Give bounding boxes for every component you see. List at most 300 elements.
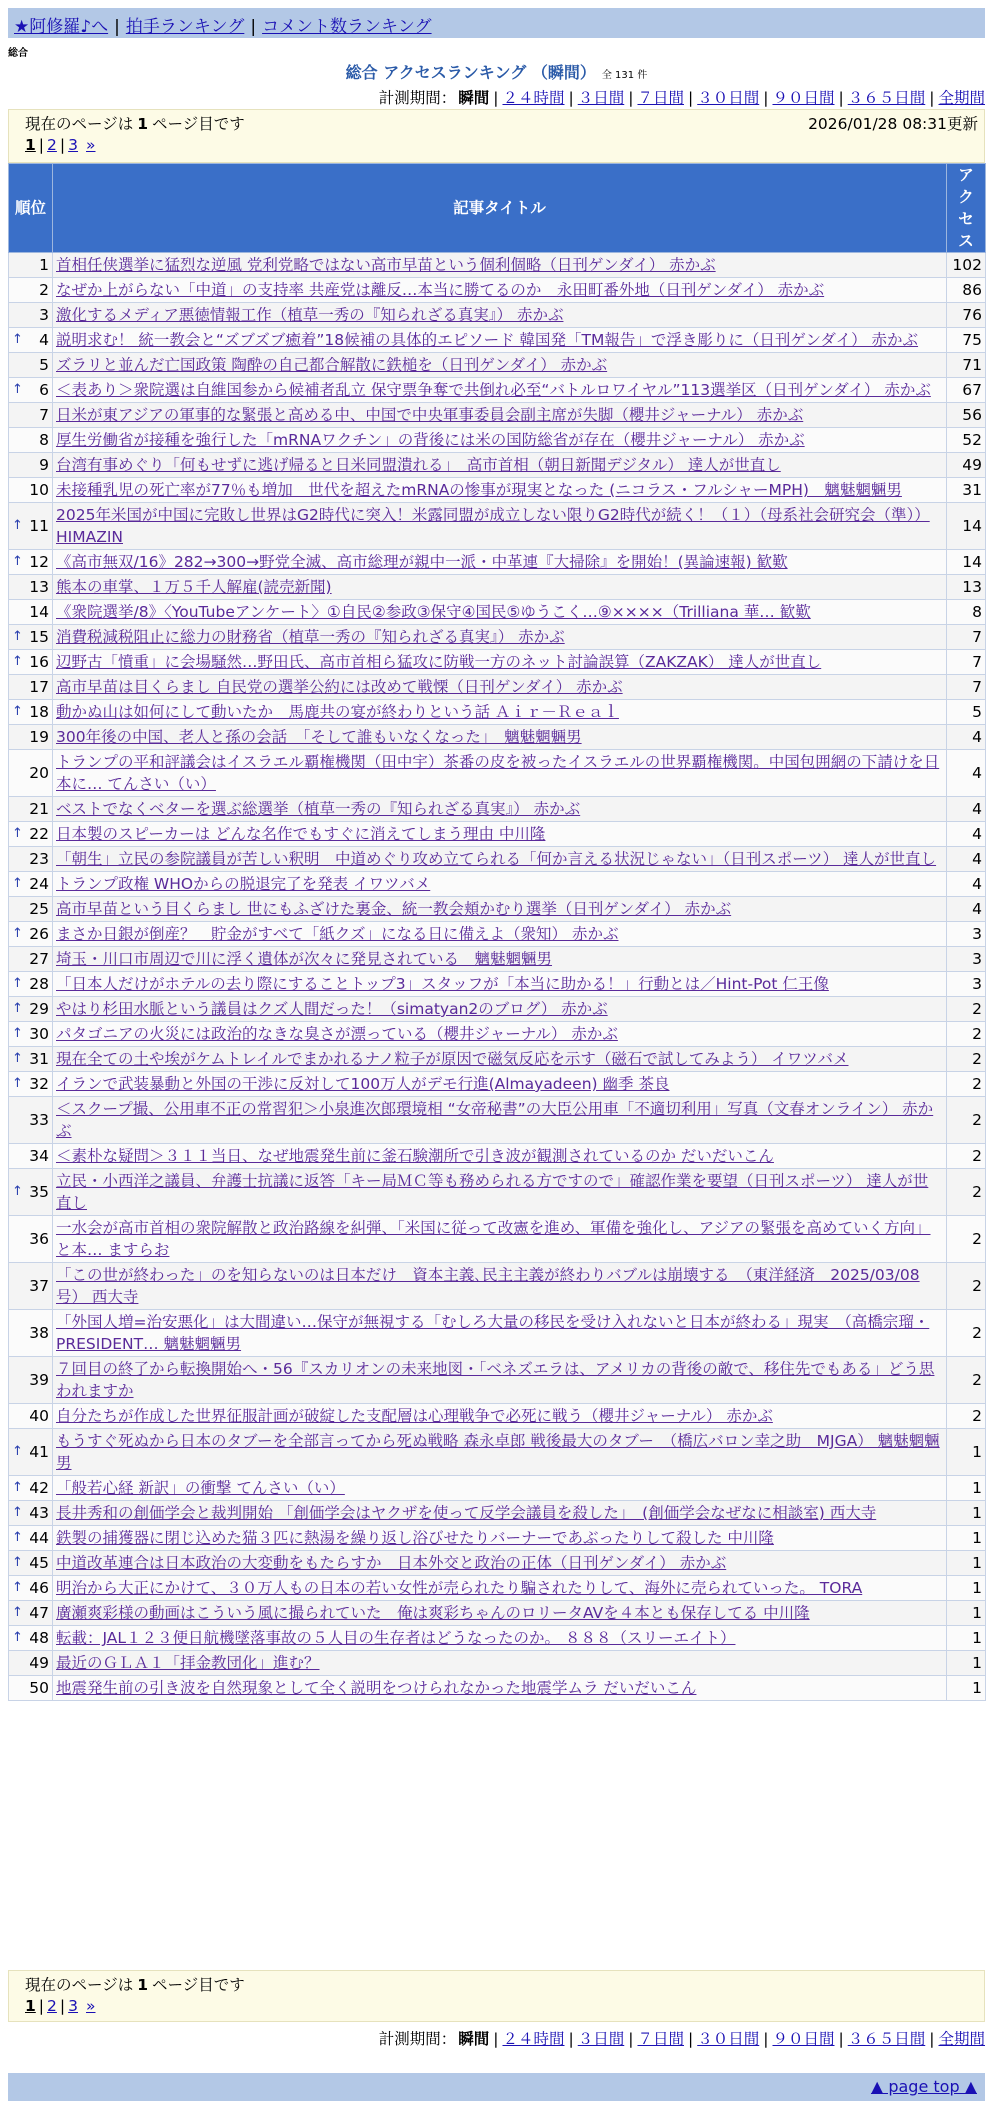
article-title-link[interactable]: 長井秀和の創価学会と裁判開始 「創価学会はヤクザを使って反学会議員を殺した」 (創価学会なぜなに相談室) 西大寺 <box>56 1504 877 1522</box>
pagination-separator: | <box>59 1997 66 2015</box>
access-count: 67 <box>947 378 986 403</box>
table-row <box>9 1357 986 1404</box>
article-title-link[interactable]: 厚生労働省が接種を強行した「mRNAワクチン」の背後には米の国防総省が存在（櫻井ジャーナル） 赤かぶ <box>56 431 805 449</box>
access-count: 8 <box>947 600 986 625</box>
title-cell <box>53 1216 947 1263</box>
title-cell <box>53 550 947 575</box>
rank-number: 7 <box>39 406 49 424</box>
rank-cell <box>9 1626 53 1651</box>
period-separator: | <box>628 89 634 107</box>
access-count: 2 <box>947 1144 986 1169</box>
rank-number: 33 <box>29 1111 49 1129</box>
ranking-table-body <box>9 253 986 1701</box>
pagination-separator: | <box>59 136 66 154</box>
rank-up-arrow-icon: ↑ <box>12 826 23 841</box>
access-count: 5 <box>947 700 986 725</box>
table-row <box>9 750 986 797</box>
title-cell <box>53 1526 947 1551</box>
rank-number: 28 <box>29 975 49 993</box>
title-cell <box>53 1601 947 1626</box>
access-count: 1 <box>947 1676 986 1701</box>
rank-up-arrow-icon: ↑ <box>12 1605 23 1620</box>
section-tag: 総合 <box>8 48 28 59</box>
rank-number: 13 <box>29 578 49 596</box>
table-row <box>9 1476 986 1501</box>
bottom-bar <box>8 2073 985 2101</box>
article-title-link[interactable]: 300年後の中国、老人と孫の会話 「そして誰もいなくなった」 魑魅魍魎男 <box>56 728 582 746</box>
table-row <box>9 478 986 503</box>
title-cell <box>53 897 947 922</box>
period-link[interactable]: ３０日間 <box>697 2030 760 2048</box>
title-cell <box>53 947 947 972</box>
rank-up-arrow-icon: ↑ <box>12 1580 23 1595</box>
rank-cell <box>9 700 53 725</box>
access-count: 1 <box>947 1626 986 1651</box>
article-title-link[interactable]: 「日本人だけがホテルの去り際にすることトップ3」スタッフが「本当に助かる！」行動とは／Hint-Pot 仁王像 <box>56 975 829 993</box>
table-row <box>9 1144 986 1169</box>
rank-up-arrow-icon: ↑ <box>12 876 23 891</box>
table-row <box>9 378 986 403</box>
access-count: 4 <box>947 872 986 897</box>
rank-cell <box>9 378 53 403</box>
rank-number: 35 <box>29 1183 49 1201</box>
title-cell <box>53 1072 947 1097</box>
period-link[interactable]: ２４時間 <box>502 89 565 107</box>
period-separator: | <box>763 89 769 107</box>
rank-number: 10 <box>29 481 49 499</box>
table-row <box>9 1022 986 1047</box>
rank-number: 30 <box>29 1025 49 1043</box>
table-row <box>9 328 986 353</box>
rank-up-arrow-icon: ↑ <box>12 1480 23 1495</box>
rank-cell <box>9 750 53 797</box>
article-title-link[interactable]: 2025年米国が中国に完敗し世界はG2時代に突入！米露同盟が成立しない限りG2時代が続く！（１）（母系社会研究会（準）） HIMAZIN <box>56 506 930 546</box>
article-title-link[interactable]: ７回目の終了から転換開始へ・56『スカリオンの未来地図・「ベネズエラは、アメリカの背後の敵で、移住先でもある」どう思われますか <box>56 1360 935 1400</box>
pagination-link[interactable]: 3 <box>68 136 79 154</box>
access-count: 52 <box>947 428 986 453</box>
access-count: 3 <box>947 922 986 947</box>
period-link[interactable]: ７日間 <box>637 89 684 107</box>
access-count: 1 <box>947 1501 986 1526</box>
rank-up-arrow-icon: ↑ <box>12 1026 23 1041</box>
page-info-panel-top <box>8 109 985 163</box>
rank-number: 9 <box>39 456 49 474</box>
article-title-link[interactable]: トランプの平和評議会はイスラエル覇権機関（田中宇）茶番の皮を被ったイスラエルの世界覇権機関。中国包囲網の下請けを日本に… てんさい（い） <box>56 753 940 793</box>
title-cell <box>53 675 947 700</box>
rank-number: 36 <box>29 1230 49 1248</box>
period-separator: | <box>929 89 935 107</box>
table-row <box>9 503 986 550</box>
total-count: 全 131 件 <box>601 70 648 81</box>
rank-cell <box>9 303 53 328</box>
access-count: 102 <box>947 253 986 278</box>
rank-cell <box>9 453 53 478</box>
article-title-link[interactable]: 自分たちが作成した世界征服計画が破綻した支配層は心理戦争で必死に戦う（櫻井ジャーナル） 赤かぶ <box>56 1407 773 1425</box>
period-selector-top <box>379 86 985 108</box>
article-title-link[interactable]: 地震発生前の引き波を自然現象として全く説明をつけられなかった地震学ムラ だいだいこん <box>56 1679 697 1697</box>
period-link[interactable]: ３６５日間 <box>847 89 926 107</box>
applause-ranking-link[interactable]: 拍手ランキング <box>125 17 245 37</box>
access-count: 1 <box>947 1576 986 1601</box>
rank-number: 15 <box>29 628 49 646</box>
table-row <box>9 278 986 303</box>
rank-number: 2 <box>39 281 49 299</box>
access-count: 2 <box>947 1357 986 1404</box>
access-count: 4 <box>947 897 986 922</box>
article-title-link[interactable]: 日本製のスピーカーは どんな名作でもすぐに消えてしまう理由 中川隆 <box>56 825 546 843</box>
rank-number: 22 <box>29 825 49 843</box>
rank-number: 40 <box>29 1407 49 1425</box>
title-cell <box>53 1429 947 1476</box>
article-title-link[interactable]: ＜表あり＞衆院選は自維国参から候補者乱立 保守票争奪で共倒れ必至“バトルロワイヤル”113選挙区（日刊ゲンダイ） 赤かぶ <box>56 381 931 399</box>
access-count: 1 <box>947 1476 986 1501</box>
article-title-link[interactable]: 日米が東アジアの軍事的な緊張と高める中、中国で中央軍事委員会副主席が失脚（櫻井ジャーナル） 赤かぶ <box>56 406 804 424</box>
rank-cell <box>9 1072 53 1097</box>
rank-cell <box>9 650 53 675</box>
rank-number: 37 <box>29 1277 49 1295</box>
table-row <box>9 700 986 725</box>
title-cell <box>53 922 947 947</box>
pagination-link[interactable]: 2 <box>47 1997 57 2015</box>
title-cell <box>53 403 947 428</box>
rank-number: 49 <box>29 1654 49 1672</box>
access-count: 7 <box>947 675 986 700</box>
rank-cell <box>9 1263 53 1310</box>
pagination-link[interactable]: 2 <box>47 136 57 154</box>
rank-cell <box>9 1601 53 1626</box>
access-count: 56 <box>947 403 986 428</box>
title-cell <box>53 872 947 897</box>
rank-number: 29 <box>29 1000 49 1018</box>
title-cell <box>53 1576 947 1601</box>
table-row <box>9 1429 986 1476</box>
rank-up-arrow-icon: ↑ <box>12 629 23 644</box>
article-title-link[interactable]: 一水会が高市首相の衆院解散と政治路線を糾弾、「米国に従って改憲を進め、軍備を強化し、アジアの緊張を高めていく方向」と本… ますらお <box>56 1219 931 1259</box>
article-title-link[interactable]: 「外国人増=治安悪化」は大間違い…保守が無視する「むしろ大量の移民を受け入れないと日本が終わる」現実 （高橋宗瑠・PRESIDENT… 魑魅魍魎男 <box>56 1313 930 1353</box>
title-cell <box>53 625 947 650</box>
period-separator: | <box>493 89 499 107</box>
rank-number: 26 <box>29 925 49 943</box>
rank-number: 21 <box>29 800 49 818</box>
rank-number: 19 <box>29 728 49 746</box>
title-cell <box>53 822 947 847</box>
comment-ranking-link[interactable]: コメント数ランキング <box>262 17 432 37</box>
rank-cell <box>9 797 53 822</box>
access-count: 1 <box>947 1551 986 1576</box>
article-title-link[interactable]: トランプ政権 WHOからの脱退完了を発表 イワツバメ <box>56 875 431 893</box>
rank-up-arrow-icon: ↑ <box>12 1555 23 1570</box>
access-count: 4 <box>947 725 986 750</box>
article-title-link[interactable]: 台湾有事めぐり「何もせずに逃げ帰ると日米同盟潰れる」 高市首相（朝日新聞デジタル） 達人が世直し <box>56 456 781 474</box>
rank-cell <box>9 897 53 922</box>
article-title-link[interactable]: 最近のＧＬＡ１「拝金教団化」進む？ <box>56 1654 320 1672</box>
page-status-suffix: ページ目です <box>152 115 245 133</box>
rank-up-arrow-icon: ↑ <box>12 382 23 397</box>
pagination-link[interactable]: 3 <box>68 1997 79 2015</box>
rank-cell <box>9 625 53 650</box>
article-title-link[interactable]: 高市早苗という目くらまし 世にもふざけた裏金、統一教会頬かむり選挙（日刊ゲンダイ） 赤かぶ <box>56 900 732 918</box>
rank-up-arrow-icon: ↑ <box>12 704 23 719</box>
article-title-link[interactable]: 《高市無双/16》282→300→野党全滅、高市総理が親中一派・中革連『大掃除』を開始！(異論速報) 歓歎 <box>56 553 788 571</box>
article-title-link[interactable]: まさか日銀が倒産？ 貯金がすべて「紙クズ」になる日に備えよ（衆知） 赤かぶ <box>56 925 619 943</box>
title-cell <box>53 1263 947 1310</box>
article-title-link[interactable]: 首相任侠選挙に猛烈な逆風 党利党略ではない高市早苗という個利個略（日刊ゲンダイ） 赤かぶ <box>56 256 716 274</box>
page-info-panel-bottom <box>8 1970 985 2022</box>
access-count: 2 <box>947 1022 986 1047</box>
title-cell <box>53 1651 947 1676</box>
article-title-link[interactable]: パタゴニアの火災には政治的なきな臭さが漂っている（櫻井ジャーナル） 赤かぶ <box>56 1025 618 1043</box>
access-count: 76 <box>947 303 986 328</box>
rank-up-arrow-icon: ↑ <box>12 926 23 941</box>
period-separator: | <box>763 2030 769 2048</box>
rank-up-arrow-icon: ↑ <box>12 1505 23 1520</box>
rank-cell <box>9 550 53 575</box>
article-title-link[interactable]: 「般若心経 新訳」の衝撃 てんさい（い） <box>56 1479 345 1497</box>
title-cell <box>53 750 947 797</box>
rank-number: 25 <box>29 900 49 918</box>
period-current: 瞬間 <box>458 2030 490 2048</box>
pagination-current: 1 <box>25 1997 36 2015</box>
rank-cell <box>9 1357 53 1404</box>
access-count: 4 <box>947 822 986 847</box>
period-current: 瞬間 <box>458 89 490 107</box>
rank-number: 1 <box>39 256 49 274</box>
title-cell <box>53 1310 947 1357</box>
rank-number: 38 <box>29 1324 49 1342</box>
access-count: 1 <box>947 1601 986 1626</box>
title-cell <box>53 1022 947 1047</box>
article-title-link[interactable]: なぜか上がらない「中道」の支持率 共産党は離反…本当に勝てるのか 永田町番外地（日刊ゲンダイ） 赤かぶ <box>56 281 825 299</box>
table-row <box>9 1651 986 1676</box>
table-row <box>9 1626 986 1651</box>
period-separator: | <box>568 2030 574 2048</box>
rank-number: 4 <box>39 331 49 349</box>
home-link[interactable]: ★阿修羅♪へ <box>14 17 109 37</box>
rank-up-arrow-icon: ↑ <box>12 518 23 533</box>
article-title-link[interactable]: 未接種乳児の死亡率が77％も増加 世代を超えたmRNAの惨事が現実となった (ニコラス・フルシャーMPH) 魑魅魍魎男 <box>56 481 902 499</box>
article-title-link[interactable]: 消費税減税阻止に総力の財務省（植草一秀の『知られざる真実』） 赤かぶ <box>56 628 565 646</box>
rank-number: 44 <box>29 1529 49 1547</box>
article-title-link[interactable]: ベストでなくベターを選ぶ総選挙（植草一秀の『知られざる真実』） 赤かぶ <box>56 800 581 818</box>
table-row <box>9 847 986 872</box>
pagination-next[interactable]: » <box>86 136 96 154</box>
rank-cell <box>9 1144 53 1169</box>
title-cell <box>53 1501 947 1526</box>
article-title-link[interactable]: 説明求む！ 統一教会と“ズブズブ癒着”18候補の具体的エピソード 韓国発「TM報告」で浮き彫りに（日刊ゲンダイ） 赤かぶ <box>56 331 919 349</box>
rank-cell <box>9 872 53 897</box>
article-title-link[interactable]: 廣瀬爽彩様の動画はこういう風に撮られていた 俺は爽彩ちゃんのロリータAVを４本とも保存してる 中川隆 <box>56 1604 810 1622</box>
table-row <box>9 1169 986 1216</box>
page-title <box>0 60 993 83</box>
title-cell <box>53 1626 947 1651</box>
table-row <box>9 675 986 700</box>
period-link[interactable]: ９０日間 <box>772 89 835 107</box>
table-row <box>9 725 986 750</box>
page-status-prefix: 現在のページは <box>25 115 134 133</box>
article-title-link[interactable]: ＜素朴な疑問＞３１１当日、なぜ地震発生前に釜石験潮所で引き波が観測されているのか だいだいこん <box>56 1147 774 1165</box>
table-row <box>9 600 986 625</box>
article-title-link[interactable]: 熊本の車掌、１万５千人解雇(読売新聞) <box>56 578 332 596</box>
table-row <box>9 922 986 947</box>
rank-number: 14 <box>29 603 49 621</box>
article-title-link[interactable]: 「この世が終わった」のを知らないのは日本だけ 資本主義､民主主義が終わりバブルは崩壊する （東洋経済 2025/03/08号） 西大寺 <box>56 1266 920 1306</box>
article-title-link[interactable]: 現在全ての土や埃がケムトレイルでまかれるナノ粒子が原因で磁気反応を示す（磁石で試してみよう） イワツバメ <box>56 1050 849 1068</box>
article-title-link[interactable]: 中道改革連合は日本政治の大変動をもたらすか 日本外交と政治の正体（日刊ゲンダイ） 赤かぶ <box>56 1554 727 1572</box>
article-title-link[interactable]: 埼玉・川口市周辺で川に浮く遺体が次々に発見されている 魑魅魍魎男 <box>56 950 553 968</box>
article-title-link[interactable]: イランで武装暴動と外国の干渉に反対して100万人がデモ行進(Almayadeen) 幽季 茶良 <box>56 1075 670 1093</box>
access-count: 75 <box>947 328 986 353</box>
pagination <box>25 1997 96 2015</box>
rank-up-arrow-icon: ↑ <box>12 1630 23 1645</box>
title-cell <box>53 328 947 353</box>
rank-up-arrow-icon: ↑ <box>12 1444 23 1459</box>
title-cell <box>53 353 947 378</box>
table-row <box>9 947 986 972</box>
rank-number: 34 <box>29 1147 49 1165</box>
article-title-link[interactable]: 高市早苗は目くらまし 自民党の選挙公約には改めて戦慄（日刊ゲンダイ） 赤かぶ <box>56 678 623 696</box>
article-title-link[interactable]: 辺野古「憤重」に会場騒然…野田氏、高市首相ら猛攻に防戦一方のネット討論誤算（ZAKZAK） 達人が世直し <box>56 653 822 671</box>
table-row <box>9 1526 986 1551</box>
access-count: 3 <box>947 972 986 997</box>
access-count: 4 <box>947 750 986 797</box>
period-link[interactable]: ７日間 <box>637 2030 684 2048</box>
table-row <box>9 1551 986 1576</box>
pagination-next[interactable]: » <box>86 1997 96 2015</box>
article-title-link[interactable]: 《衆院選挙/8》〈YouTubeアンケート〉①自民②参政③保守④国民⑤ゆうこく…⑨××××（Trilliana 華… 歓歎 <box>56 603 811 621</box>
rank-cell <box>9 822 53 847</box>
period-separator: | <box>838 2030 844 2048</box>
page-title-text: 総合 アクセスランキング （瞬間） <box>345 63 596 82</box>
period-link[interactable]: ３６５日間 <box>847 2030 926 2048</box>
access-count: 2 <box>947 1404 986 1429</box>
rank-up-arrow-icon: ↑ <box>12 976 23 991</box>
table-row <box>9 1676 986 1701</box>
article-title-link[interactable]: 転載：JAL１２３便日航機墜落事故の５人目の生存者はどうなったのか。 ８８８（スリーエイト） <box>56 1629 736 1647</box>
page-status <box>25 112 245 134</box>
header-rank: 順位 <box>9 164 53 253</box>
page-status-current: 1 <box>137 115 148 133</box>
article-title-link[interactable]: もうすぐ死ぬから日本のタブーを全部言ってから死ぬ戦略 森永卓郎 戦後最大のタブー （橋広バロン幸之助 MJGA） 魑魅魍魎男 <box>56 1432 940 1472</box>
table-row <box>9 625 986 650</box>
rank-cell <box>9 1526 53 1551</box>
title-cell <box>53 503 947 550</box>
access-count: 1 <box>947 1526 986 1551</box>
title-cell <box>53 650 947 675</box>
table-row <box>9 550 986 575</box>
table-row <box>9 1501 986 1526</box>
article-title-link[interactable]: 明治から大正にかけて、３０万人もの日本の若い女性が売られたり騙されたりして、海外に売られていった。 TORA <box>56 1579 863 1597</box>
period-link[interactable]: ３０日間 <box>697 89 760 107</box>
pagination-separator: | <box>38 136 45 154</box>
rank-number: 31 <box>29 1050 49 1068</box>
table-row <box>9 997 986 1022</box>
period-link[interactable]: ３日間 <box>577 2030 625 2048</box>
table-row <box>9 650 986 675</box>
rank-up-arrow-icon: ↑ <box>12 1076 23 1091</box>
rank-number: 46 <box>29 1579 49 1597</box>
period-link[interactable]: 全期間 <box>938 2030 985 2048</box>
article-title-link[interactable]: やはり杉田水脈という議員はクズ人間だった！（simatyan2のブログ） 赤かぶ <box>56 1000 608 1018</box>
period-link[interactable]: ２４時間 <box>502 2030 565 2048</box>
table-row <box>9 1404 986 1429</box>
table-row <box>9 403 986 428</box>
updated-timestamp: 2026/01/28 08:31更新 <box>808 115 978 133</box>
article-title-link[interactable]: 「朝生」立民の参院議員が苦しい釈明 中道めぐり攻め立てられる「何か言える状況じゃない」（日刊スポーツ） 達人が世直し <box>56 850 937 868</box>
rank-number: 41 <box>29 1443 49 1461</box>
access-count: 2 <box>947 997 986 1022</box>
access-count: 4 <box>947 847 986 872</box>
rank-cell <box>9 575 53 600</box>
table-row <box>9 972 986 997</box>
nav-separator: | <box>114 17 120 37</box>
period-link[interactable]: ９０日間 <box>772 2030 835 2048</box>
rank-cell <box>9 503 53 550</box>
access-count: 2 <box>947 1263 986 1310</box>
period-separator: | <box>568 89 574 107</box>
title-cell <box>53 1047 947 1072</box>
access-count: 7 <box>947 650 986 675</box>
period-link[interactable]: 全期間 <box>938 89 985 107</box>
rank-cell <box>9 1551 53 1576</box>
rank-cell <box>9 675 53 700</box>
article-title-link[interactable]: 鉄製の捕獲器に閉じ込めた猫３匹に熱湯を繰り返し浴びせたりバーナーであぶったりして殺した 中川隆 <box>56 1529 774 1547</box>
page-status <box>25 1973 245 1995</box>
title-cell <box>53 575 947 600</box>
nav-separator: | <box>250 17 257 37</box>
title-cell <box>53 1144 947 1169</box>
rank-number: 45 <box>29 1554 49 1572</box>
rank-cell <box>9 1216 53 1263</box>
table-header-row <box>9 164 986 253</box>
rank-cell <box>9 1676 53 1701</box>
title-cell <box>53 1097 947 1144</box>
article-title-link[interactable]: ズラリと並んだ亡国政策 陶酔の自己都合解散に鉄槌を（日刊ゲンダイ） 赤かぶ <box>56 356 608 374</box>
page-status-current: 1 <box>137 1976 148 1994</box>
access-count: 4 <box>947 797 986 822</box>
table-row <box>9 253 986 278</box>
table-row <box>9 428 986 453</box>
title-cell <box>53 1551 947 1576</box>
title-cell <box>53 478 947 503</box>
rank-number: 6 <box>39 381 49 399</box>
page-top-link[interactable]: ▲ page top ▲ <box>870 2077 977 2096</box>
pagination-separator: | <box>38 1997 45 2015</box>
rank-cell <box>9 997 53 1022</box>
title-cell <box>53 725 947 750</box>
rank-cell <box>9 1476 53 1501</box>
period-separator: | <box>493 2030 499 2048</box>
title-cell <box>53 600 947 625</box>
title-cell <box>53 378 947 403</box>
article-title-link[interactable]: 立民・小西洋之議員、弁護士抗議に返答「キー局ＭＣ等も務められる方ですので」確認作業を要望（日刊スポーツ） 達人が世直し <box>56 1172 929 1212</box>
access-count: 2 <box>947 1310 986 1357</box>
article-title-link[interactable]: ＜スクープ撮、公用車不正の常習犯＞小泉進次郎環境相 “女帝秘書”の大臣公用車「不適切利用」写真（文春オンライン） 赤かぶ <box>56 1100 934 1140</box>
title-cell <box>53 797 947 822</box>
rank-cell <box>9 600 53 625</box>
period-link[interactable]: ３日間 <box>577 89 625 107</box>
title-cell <box>53 997 947 1022</box>
rank-cell <box>9 1429 53 1476</box>
access-count: 2 <box>947 1169 986 1216</box>
article-title-link[interactable]: 動かぬ山は如何にして動いたか 馬鹿共の宴が終わりという話 Ａｉｒ－Ｒｅａｌ <box>56 703 619 721</box>
access-count: 2 <box>947 1072 986 1097</box>
rank-up-arrow-icon: ↑ <box>12 332 23 347</box>
article-title-link[interactable]: 激化するメディア悪徳情報工作（植草一秀の『知られざる真実』） 赤かぶ <box>56 306 564 324</box>
table-row <box>9 303 986 328</box>
table-row <box>9 353 986 378</box>
table-row <box>9 1576 986 1601</box>
period-label: 計測期間： <box>378 2030 457 2048</box>
